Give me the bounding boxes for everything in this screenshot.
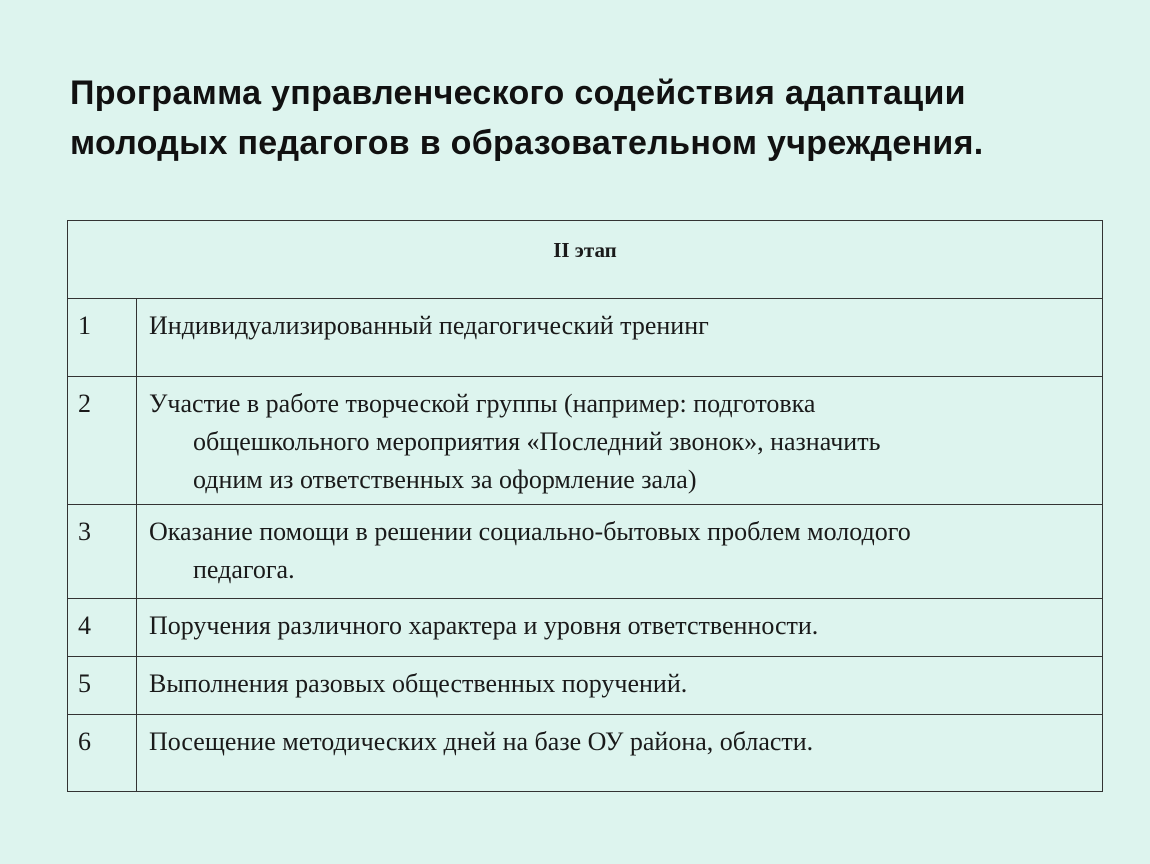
row-number: 6 — [68, 715, 137, 792]
stage-header-row — [68, 221, 1103, 299]
table-row — [68, 715, 1103, 792]
program-table — [67, 220, 1103, 792]
stage-header: II этап — [68, 221, 1103, 299]
row-text — [137, 377, 1103, 505]
row-text — [137, 599, 1103, 657]
row-text-line: Посещение методических дней на базе ОУ района, области. — [149, 727, 814, 756]
row-text-line: педагога. — [193, 555, 295, 584]
table-row — [68, 505, 1103, 599]
row-text-line: Выполнения разовых общественных поручений. — [149, 669, 688, 698]
row-text-line: Индивидуализированный педагогический тренинг — [149, 311, 709, 340]
row-text-line: общешкольного мероприятия «Последний звонок», назначить — [193, 427, 881, 456]
row-text-line: Оказание помощи в решении социально-бытовых проблем молодого — [149, 517, 911, 546]
row-text — [137, 299, 1103, 377]
row-text — [137, 505, 1103, 599]
table-row — [68, 299, 1103, 377]
row-number: 3 — [68, 505, 137, 599]
row-number: 2 — [68, 377, 137, 505]
row-number: 5 — [68, 657, 137, 715]
row-number: 1 — [68, 299, 137, 377]
slide-title — [70, 68, 1110, 168]
row-number: 4 — [68, 599, 137, 657]
row-text — [137, 715, 1103, 792]
title-line-1: Программа управленческого содействия адаптации — [70, 74, 966, 112]
row-text — [137, 657, 1103, 715]
title-line-2: молодых педагогов в образовательном учреждения. — [70, 124, 984, 162]
table-row — [68, 599, 1103, 657]
row-text-line: Участие в работе творческой группы (например: подготовка — [149, 389, 816, 418]
table-row — [68, 657, 1103, 715]
row-text-line: одним из ответственных за оформление зала) — [193, 465, 697, 494]
table-row — [68, 377, 1103, 505]
row-text-line: Поручения различного характера и уровня ответственности. — [149, 611, 819, 640]
